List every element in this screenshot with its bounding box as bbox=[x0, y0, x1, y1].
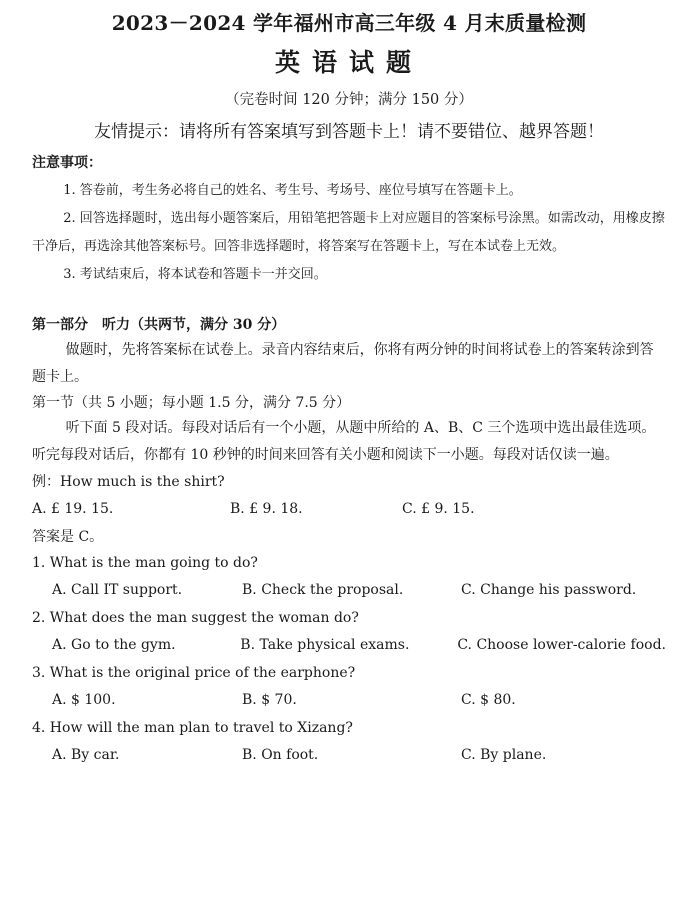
option-c: C. $ 80. bbox=[461, 692, 516, 708]
option-c: C. Change his password. bbox=[461, 582, 637, 598]
option-b: B. $ 70. bbox=[242, 692, 297, 708]
notice-item: 3. 考试结束后，将本试卷和答题卡一并交回。 bbox=[63, 267, 327, 282]
friendly-tip: 友情提示：请将所有答案填写到答题卡上！请不要错位、越界答题！ bbox=[94, 122, 604, 142]
option-c: C. £ 9. 15. bbox=[402, 501, 475, 517]
question-text: 2. What does the man suggest the woman do? bbox=[32, 610, 359, 626]
option-b: B. Check the proposal. bbox=[242, 582, 404, 598]
question-options bbox=[32, 686, 666, 715]
option-a: A. $ 100. bbox=[52, 692, 116, 708]
option-b: B. £ 9. 18. bbox=[230, 501, 303, 517]
question-options bbox=[32, 631, 666, 660]
notice-list bbox=[32, 177, 666, 289]
section1-heading: 第一节（共 5 小题；每小题 1.5 分，满分 7.5 分） bbox=[32, 395, 351, 411]
question-options bbox=[32, 741, 666, 770]
example-question: 例：How much is the shirt? bbox=[32, 474, 225, 490]
section1-instructions: 听下面 5 段对话。每段对话后有一个小题，从题中所给的 A、B、C 三个选项中选出最佳选项。听完每段对话后，你都有 10 秒钟的时间来回答有关小题和阅读下一小题。每段对话仅读一遍。 bbox=[32, 420, 656, 463]
question-1 bbox=[32, 550, 666, 605]
option-b: B. On foot. bbox=[242, 747, 319, 763]
option-c: C. Choose lower-calorie food. bbox=[457, 637, 666, 653]
option-a: A. Go to the gym. bbox=[52, 637, 176, 653]
part1-heading: 第一部分 听力（共两节，满分 30 分） bbox=[32, 317, 286, 333]
time-info: （完卷时间 120 分钟；满分 150 分） bbox=[225, 92, 473, 108]
question-options bbox=[32, 576, 666, 605]
question-2 bbox=[32, 605, 666, 660]
option-a: A. £ 19. 15. bbox=[32, 501, 114, 517]
question-text: 1. What is the man going to do? bbox=[32, 555, 258, 571]
subject-title: 英语试题 bbox=[274, 48, 423, 77]
option-a: A. Call IT support. bbox=[52, 582, 183, 598]
option-c: C. By plane. bbox=[461, 747, 547, 763]
option-a: A. By car. bbox=[52, 747, 120, 763]
question-text: 4. How will the man plan to travel to Xizang? bbox=[32, 720, 353, 736]
question-3 bbox=[32, 660, 666, 715]
example-options bbox=[32, 495, 666, 524]
notice-heading: 注意事项： bbox=[32, 155, 102, 171]
notice-item: 2. 回答选择题时，选出每小题答案后，用铅笔把答题卡上对应题目的答案标号涂黑。如需改动，用橡皮擦干净后，再选涂其他答案标号。回答非选择题时，将答案写在答题卡上，写在本试卷上无效。 bbox=[32, 211, 665, 254]
option-b: B. Take physical exams. bbox=[240, 637, 410, 653]
example-answer: 答案是 C。 bbox=[32, 529, 104, 545]
part1-intro: 做题时，先将答案标在试卷上。录音内容结束后，你将有两分钟的时间将试卷上的答案转涂到答题卡上。 bbox=[32, 342, 654, 385]
question-text: 3. What is the original price of the earphone? bbox=[32, 665, 356, 681]
exam-title: 2023－2024 学年福州市高三年级 4 月末质量检测 bbox=[111, 11, 587, 35]
notice-item: 1. 答卷前，考生务必将自己的姓名、考生号、考场号、座位号填写在答题卡上。 bbox=[63, 183, 522, 198]
question-4 bbox=[32, 715, 666, 770]
